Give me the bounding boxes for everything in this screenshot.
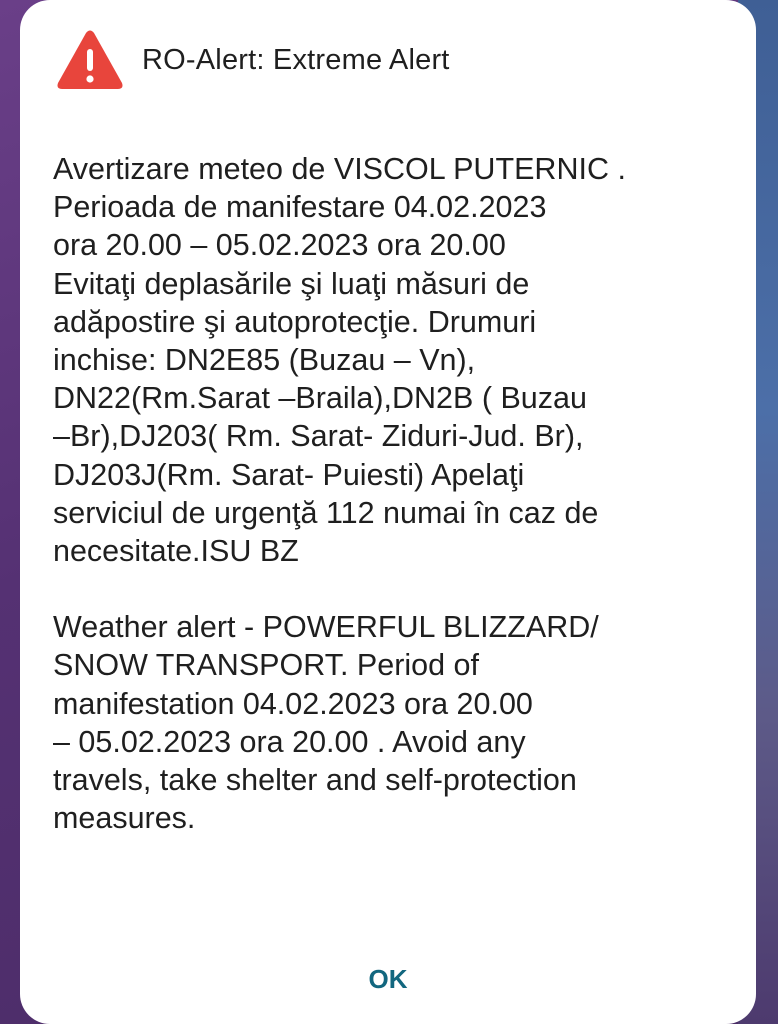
warning-triangle-icon	[56, 29, 124, 91]
alert-message	[53, 150, 733, 837]
ok-button[interactable]: OK	[348, 955, 428, 1003]
alert-title: RO-Alert: Extreme Alert	[142, 43, 450, 76]
alert-message-romanian: Avertizare meteo de VISCOL PUTERNIC . Perioada de manifestare 04.02.2023 ora 20.00 – 05.02.2023 ora 20.00 Evitaţi deplasările şi luaţi măsuri de adăpostire şi autoprotecţie. Drumuri inchise: DN2E85 (Buzau – Vn), DN22(Rm.Sarat –Braila),DN2B ( Buzau –Br),DJ203( Rm. Sarat- Ziduri-Jud. Br), DJ203J(Rm. Sarat- Puiesti) Apelaţi serviciul de urgenţă 112 numai în caz de necesitate.ISU BZ	[53, 152, 626, 569]
alert-message-english: Weather alert - POWERFUL BLIZZARD/ SNOW TRANSPORT. Period of manifestation 04.02.2023 ora 20.00 – 05.02.2023 ora 20.00 . Avoid any travels, take shelter and self-protection measures.	[53, 610, 599, 836]
alert-dialog	[20, 0, 756, 1024]
alert-header	[56, 28, 450, 92]
